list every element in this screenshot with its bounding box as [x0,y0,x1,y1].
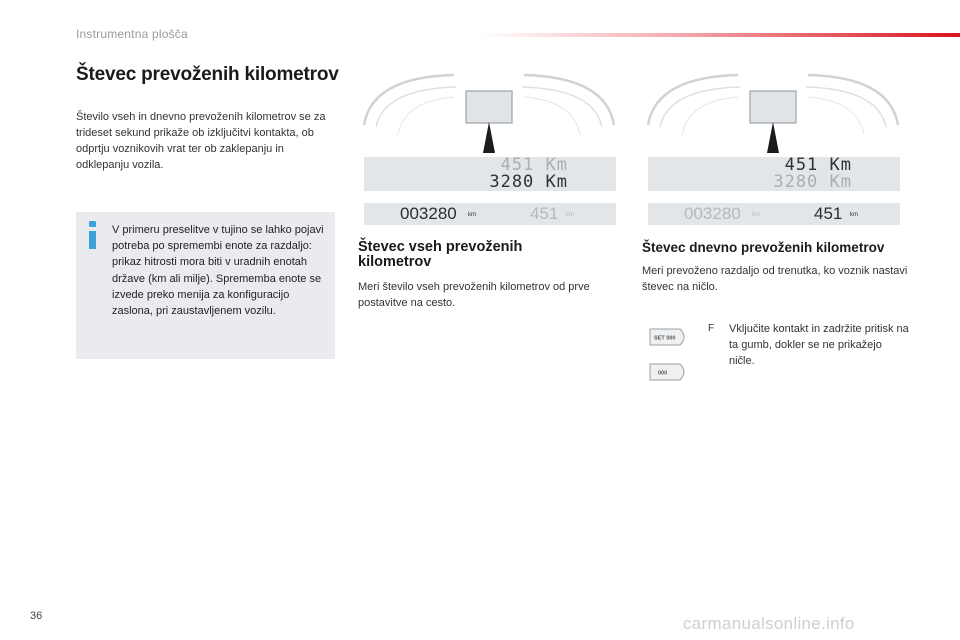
odo-total-value: 003280 [684,204,741,223]
reset-instruction: Vključite kontakt in zadržite pritisk na ta gumb, dokler se ne prikažejo ničle. [729,323,909,367]
set-000-button[interactable] [648,327,690,347]
total-odometer-title: Števec vseh prevoženih kilometrov [358,239,523,270]
reset-000-button-label: 000 [658,370,668,377]
section-title: Instrumentna plošča [76,27,188,41]
lcd-trip-value: 451 Km [784,155,852,175]
page-title: Števec prevoženih kilometrov [76,64,339,85]
odometer-strip-total [364,203,616,225]
odo-total-unit: km [468,212,476,218]
odometer-strip-trip [648,203,900,225]
odo-trip-unit: km [566,212,574,218]
lcd-trip-value: 451 Km [500,155,568,175]
odo-total-value: 003280 [400,204,457,223]
trip-odometer-text: Meri prevoženo razdaljo od trenutka, ko voznik nastavi števec na ničlo. [642,265,908,293]
intro-paragraph: Število vseh in dnevno prevoženih kilometrov se za trideset sekund prikaže ob izključitvi kontakta, ob odprtju voznikovih vrat ter ob zaklepanju in odklepanju vozila. [76,111,326,171]
reset-000-button[interactable] [648,362,690,382]
header-accent-line [480,33,960,37]
page-number: 36 [30,610,43,622]
info-box [76,212,335,359]
odo-trip-value: 451 [530,204,559,223]
lcd-total-value: 3280 Km [489,172,568,192]
lcd-display-trip [648,157,900,191]
set-000-button-label: SET 000 [654,335,676,342]
bullet-marker: F [708,323,715,334]
odo-total-unit: km [752,212,760,218]
watermark: carmanualsonline.info [683,614,855,633]
lcd-display-total [364,157,616,191]
odo-trip-value: 451 [814,204,843,223]
odo-trip-unit: km [850,212,858,218]
lcd-total-value: 3280 Km [773,172,852,192]
info-text: V primeru preselitve v tujino se lahko pojavi potreba po spremembi enote za razdaljo: prikaz hitrosti mora biti v uradnih enotah države (km ali milje). Sprememba enote se izvede preko menija za konfiguracijo zaslona, pri zaustavljenem vozilu. [112,224,324,318]
dashboard-illustration-trip [642,65,904,153]
total-odometer-text: Meri število vseh prevoženih kilometrov od prve postavitve na cesto. [358,281,590,309]
info-icon [88,221,97,251]
trip-odometer-title: Števec dnevno prevoženih kilometrov [642,240,885,255]
dashboard-illustration-total [358,65,620,153]
